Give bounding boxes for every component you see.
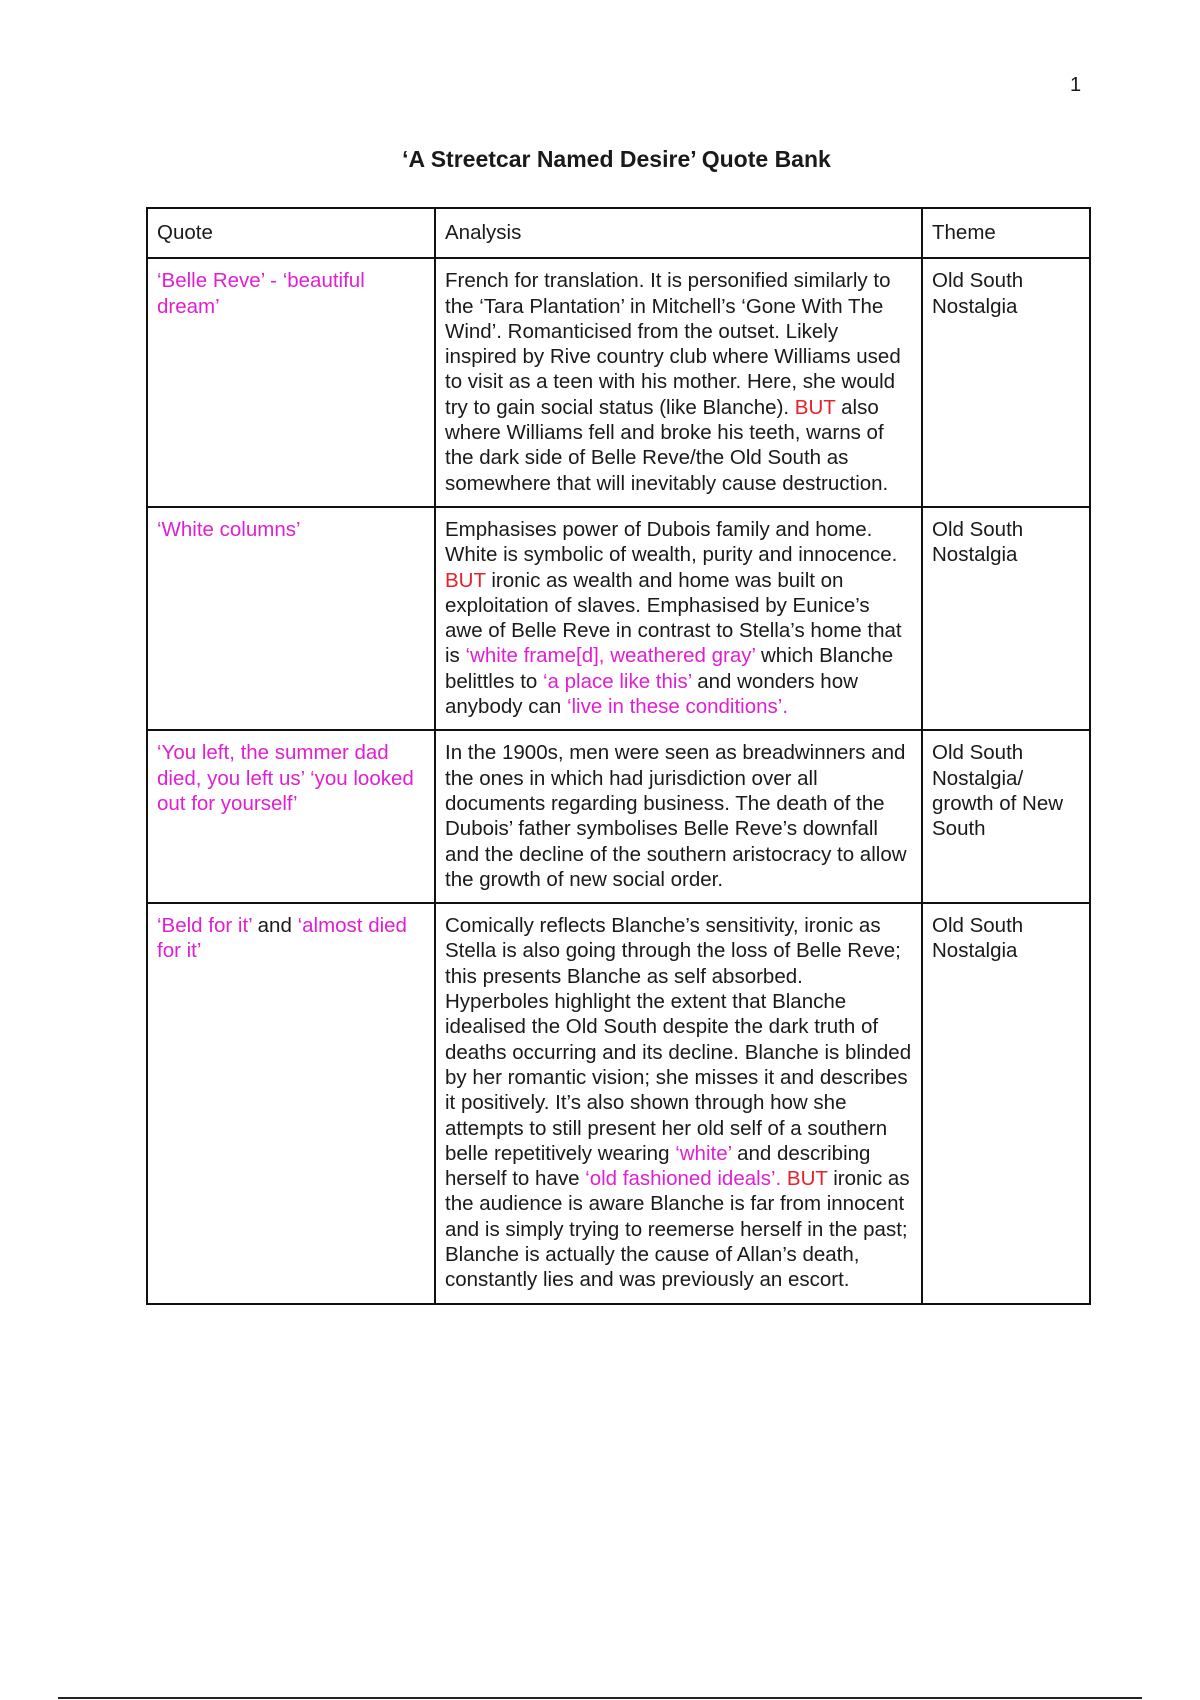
table-row xyxy=(147,258,1090,507)
analysis-text: ironic as the audience is aware Blanche is far from innocent and is simply trying to reemerse herself in the past; Blanche is actually the cause of Allan’s death, constantly lies and was previously an escort. xyxy=(445,1167,910,1292)
analysis-cell xyxy=(435,903,922,1303)
table-row xyxy=(147,730,1090,903)
quote-text: ‘Belle Reve’ - ‘beautiful dream’ xyxy=(157,269,365,318)
theme-cell: Old South Nostalgia xyxy=(922,258,1090,507)
embedded-quote: ‘white frame[d], weathered gray’ xyxy=(465,644,756,668)
analysis-text: and describing herself to have xyxy=(445,1141,871,1191)
quote-connector: and xyxy=(251,914,298,938)
table-row xyxy=(147,903,1090,1303)
quote-cell xyxy=(147,730,435,903)
quote-text: ‘White columns’ xyxy=(157,517,301,541)
header-analysis: Analysis xyxy=(435,208,922,258)
analysis-text: ironic as wealth and home was built on exploitation of slaves. Emphasised by Eunice’s awe of Belle Reve in contrast to Stella’s home that is xyxy=(445,568,902,668)
header-quote: Quote xyxy=(147,208,435,258)
analysis-text: Emphasises power of Dubois family and home. White is symbolic of wealth, purity and innocence. xyxy=(445,517,898,567)
quote-cell xyxy=(147,903,435,1303)
analysis-cell xyxy=(435,730,922,903)
analysis-cell xyxy=(435,507,922,730)
footer-rule xyxy=(58,1697,1142,1699)
table-row xyxy=(147,507,1090,730)
but-highlight: BUT xyxy=(445,568,486,592)
header-theme: Theme xyxy=(922,208,1090,258)
quote-cell xyxy=(147,507,435,730)
analysis-text: French for translation. It is personified similarly to the ‘Tara Plantation’ in Mitchell’s ‘Gone With The Wind’. Romanticised from the outset. Likely inspired by Rive country club where Williams used to visit as a teen with his mother. Here, she would try to gain social status (like Blanche). xyxy=(445,269,901,419)
but-highlight: BUT xyxy=(786,1167,828,1191)
analysis-text: Comically reflects Blanche’s sensitivity, ironic as Stella is also going through the loss of Belle Reve; this presents Blanche as self absorbed. Hyperboles highlight the extent that Blanche idealised the Old South despite the dark truth of deaths occurring and its decline. Blanche is blinded by her romantic vision; she misses it and describes it positively. It’s also shown through how she attempts to still present her old self of a southern belle repetitively wearing xyxy=(445,914,912,1165)
table-header-row xyxy=(147,208,1090,258)
embedded-quote: ‘a place like this’ xyxy=(543,669,692,693)
embedded-quote: ‘white’ xyxy=(675,1141,732,1165)
analysis-text: and wonders how anybody can xyxy=(445,669,858,719)
theme-cell: Old South Nostalgia xyxy=(922,903,1090,1303)
page-number: 1 xyxy=(1070,74,1082,96)
analysis-cell xyxy=(435,258,922,507)
quote-text: ‘Beld for it’ xyxy=(157,914,252,938)
page-title: ‘A Streetcar Named Desire’ Quote Bank xyxy=(402,146,831,172)
analysis-text: In the 1900s, men were seen as breadwinners and the ones in which had jurisdiction over all documents regarding business. The death of the Dubois’ father symbolises Belle Reve’s downfall and the decline of the southern aristocracy to allow the growth of new social order. xyxy=(445,741,907,891)
theme-cell: Old South Nostalgia/ growth of New South xyxy=(922,730,1090,903)
analysis-text: also where Williams fell and broke his teeth, warns of the dark side of Belle Reve/the Old South as somewhere that will inevitably cause destruction. xyxy=(445,395,889,495)
quote-text: ‘almost died for it’ xyxy=(157,914,407,963)
quote-cell xyxy=(147,258,435,507)
quote-text: ‘You left, the summer dad died, you left us’ ‘you looked out for yourself’ xyxy=(157,741,414,815)
but-highlight: BUT xyxy=(794,395,836,419)
quote-bank-table xyxy=(146,207,1091,1305)
embedded-quote: ‘live in these conditions’. xyxy=(566,695,789,719)
embedded-quote: ‘old fashioned ideals’. xyxy=(585,1167,782,1191)
analysis-text: which Blanche belittles to xyxy=(445,644,894,693)
theme-cell: Old South Nostalgia xyxy=(922,507,1090,730)
